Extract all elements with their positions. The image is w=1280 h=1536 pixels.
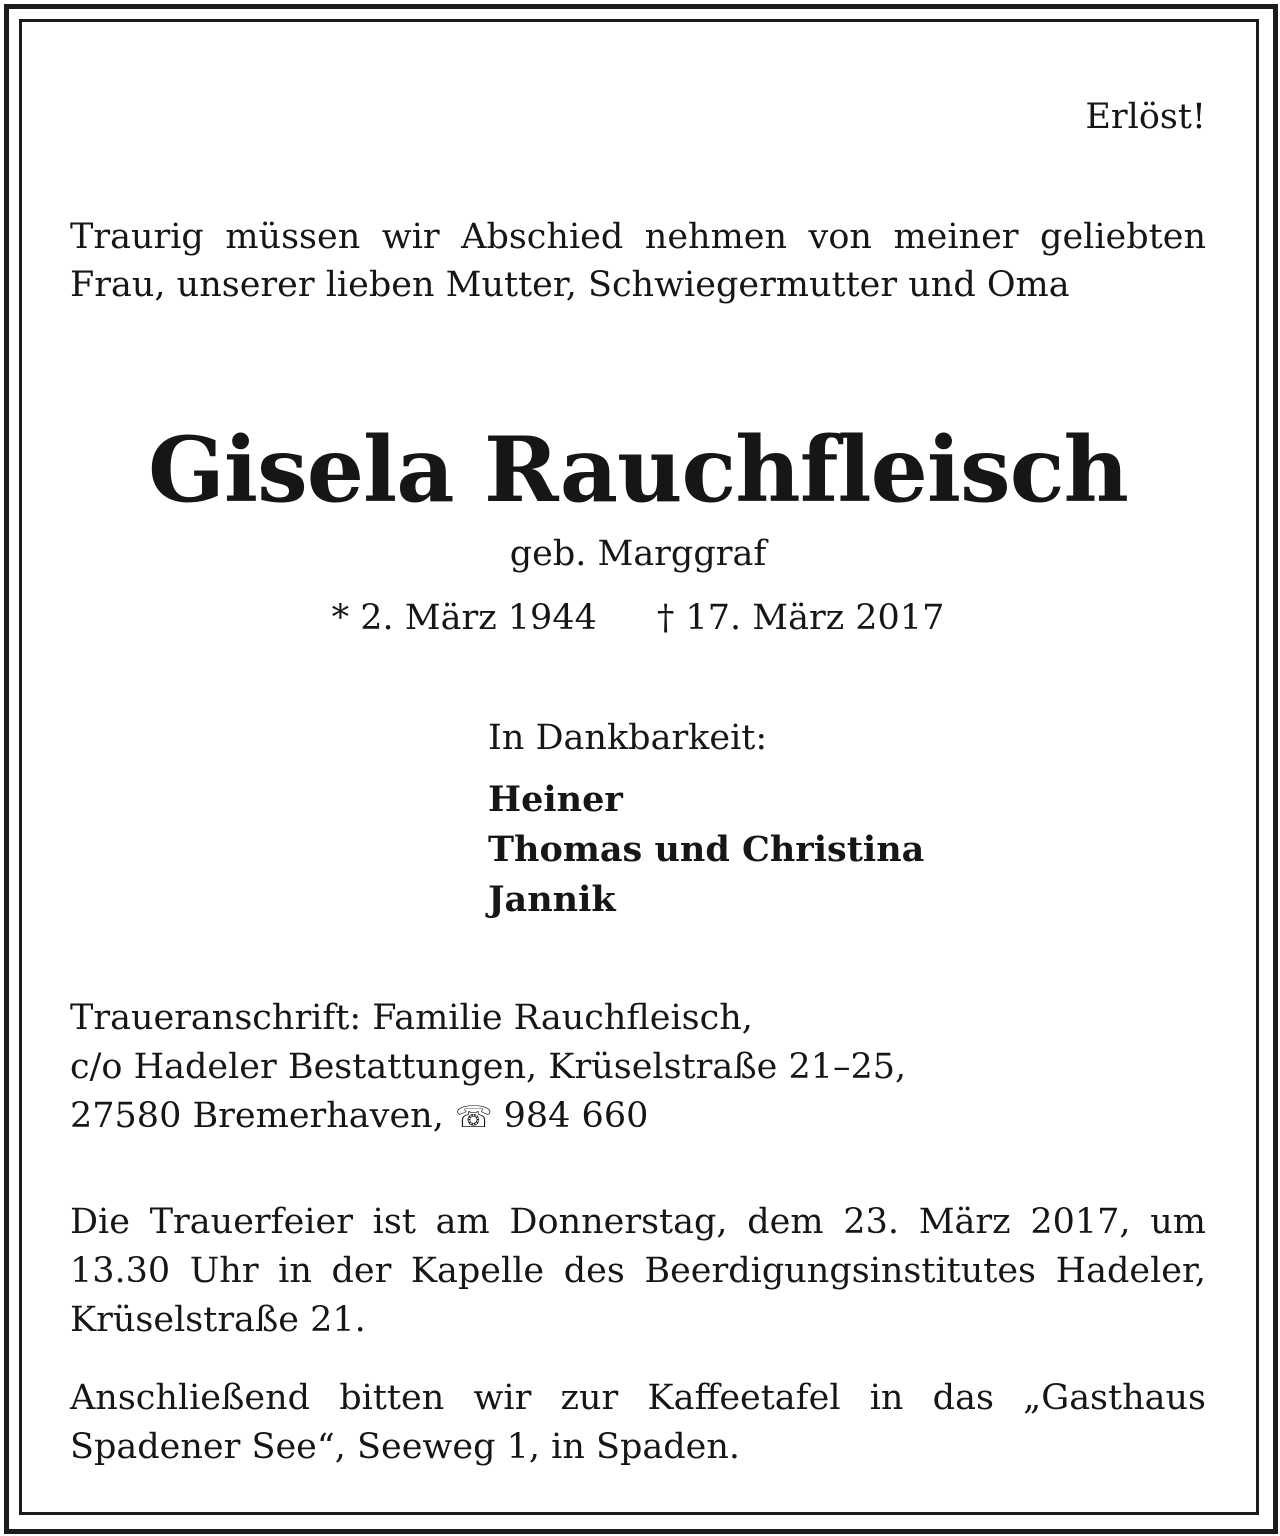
ceremony-text: Die Trauerfeier ist am Donnerstag, dem 23. März 2017, um 13.30 Uhr in der Kapelle des Beerdigungsinstitutes Hadeler, Krüselstraße 21. <box>70 1202 1206 1340</box>
phone-number: 984 660 <box>503 1096 649 1136</box>
address-city: 27580 Bremerhaven, <box>70 1096 444 1136</box>
life-dates <box>70 594 1206 642</box>
thanks-heading: In Dankbarkeit: <box>488 718 768 758</box>
family-name: Jannik <box>488 879 616 920</box>
death-date: † 17. März 2017 <box>656 598 945 638</box>
family-names <box>488 775 924 925</box>
family-name: Heiner <box>488 779 623 820</box>
telephone-icon: ☏ <box>454 1100 493 1135</box>
intro-text: Traurig müssen wir Abschied nehmen von meiner geliebten Frau, unserer lieben Mutter, Schwiegermutter und Oma <box>70 217 1206 305</box>
maiden-name: geb. Marggraf <box>509 534 767 574</box>
motto: Erlöst! <box>1085 97 1206 137</box>
mourning-address <box>70 994 906 1142</box>
deceased-name: Gisela Rauchfleisch <box>148 417 1128 523</box>
family-name: Thomas und Christina <box>488 829 925 870</box>
address-line: c/o Hadeler Bestattungen, Krüselstraße 21–25, <box>70 1047 907 1087</box>
birth-date: * 2. März 1944 <box>331 598 597 638</box>
address-line: Traueranschrift: Familie Rauchfleisch, <box>70 998 753 1038</box>
reception-text: Anschließend bitten wir zur Kaffeetafel in das „Gasthaus Spadener See“, Seeweg 1, in Spaden. <box>70 1378 1206 1467</box>
address-line <box>70 1092 906 1142</box>
